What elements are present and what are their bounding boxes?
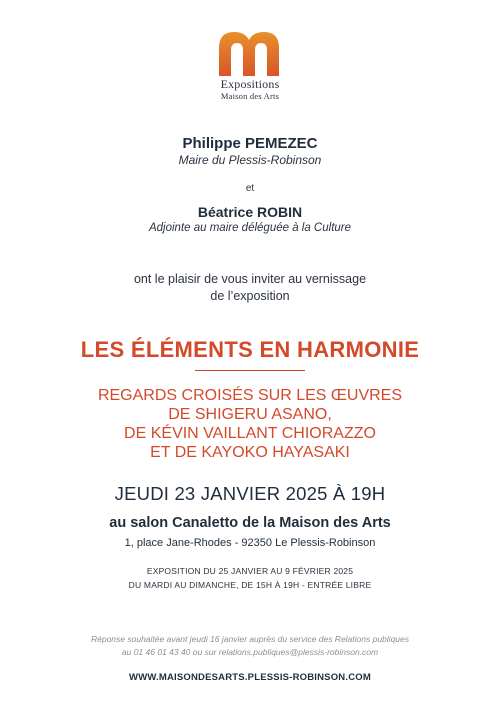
host1-role: Maire du Plessis-Robinson — [178, 153, 322, 167]
invite-line2: de l’exposition — [210, 289, 290, 303]
host2-name: Béatrice ROBIN — [197, 204, 303, 220]
address: 1, place Jane-Rhodes - 92350 Le Plessis-Robinson — [124, 537, 376, 549]
host2-role: Adjointe au maire déléguée à la Culture — [148, 222, 352, 234]
subtitle-line2: DE SHIGERU ASANO, — [168, 406, 332, 423]
exhibition-title: LES ÉLÉMENTS EN HARMONIE — [80, 337, 420, 362]
venue: au salon Canaletto de la Maison des Arts — [109, 515, 391, 531]
exhibition-dates: EXPOSITION DU 25 JANVIER AU 9 FÉVRIER 2025 — [146, 566, 354, 576]
website-link[interactable]: WWW.MAISONDESARTS.PLESSIS-ROBINSON.COM — [129, 672, 371, 683]
subtitle-line1: REGARDS CROISÉS SUR LES ŒUVRES — [97, 387, 403, 404]
subtitle-line4: ET DE KAYOKO HAYASAKI — [150, 444, 350, 461]
logo-subtitle: Maison des Arts — [220, 91, 280, 101]
logo-title: Expositions — [220, 77, 280, 91]
invite-line1: ont le plaisir de vous inviter au vernissage — [133, 272, 367, 286]
host1-name: Philippe PEMEZEC — [182, 135, 318, 152]
rsvp-line1: Réponse souhaitée avant jeudi 16 janvier auprès du service des Relations publiques — [90, 634, 409, 644]
event-date: JEUDI 23 JANVIER 2025 À 19H — [114, 483, 386, 504]
rsvp-line2: au 01 46 01 43 40 ou sur relations.publiques@plessis-robinson.com — [121, 647, 379, 657]
exhibition-hours: DU MARDI AU DIMANCHE, DE 15H À 19H - ENTRÉE LIBRE — [128, 580, 372, 590]
connector-text: et — [245, 183, 255, 194]
maison-des-arts-logo-icon — [217, 30, 281, 76]
subtitle-line3: DE KÉVIN VAILLANT CHIORAZZO — [124, 425, 376, 442]
title-divider — [195, 370, 305, 371]
